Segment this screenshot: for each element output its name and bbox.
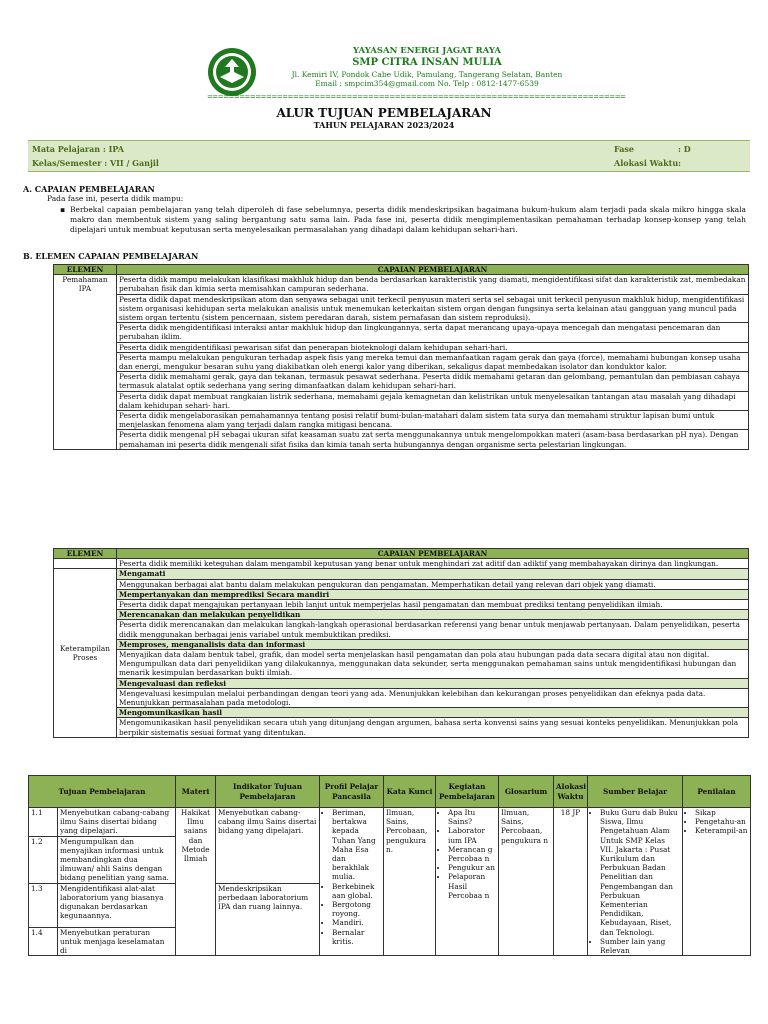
section-a-bullet: Berbekal capaian pembelajaran yang telah diperoleh di fase sebelumnya, peserta didik mendeskripsikan bagaimana hukum-hukum alam terjadi pada skala mikro hingga skala makro dan membentuk sistem yang saling bergantung satu sama lain. Pada fase ini, peserta didik mengimplementasikan pemahaman terhadap konsep-konsep yang telah dipelajari untuk membuat keputusan serta menyelesaikan permasalahan yang dihadapi dalam kehidupan sehari-hari.: [70, 205, 746, 234]
cp-row: Peserta didik mampu melakukan klasifikasi makhluk hidup dan benda berdasarkan karakteristik yang diamati, mengidentifikasi sifat dan karakteristik zat, membedakan perubahan fisik dan kimia serta memisahkan campuran sederhana.: [117, 275, 749, 294]
col-elemen: ELEMEN: [54, 265, 117, 275]
skill-title: Merencanakan dan melakukan penyelidikan: [117, 610, 749, 620]
info-bar: [28, 140, 750, 172]
col-capaian: CAPAIAN PEMBELAJARAN: [117, 265, 749, 275]
skill-text: Mengomunikasikan hasil penyelidikan secara utuh yang ditunjang dengan argumen, bahasa serta konvensi sains yang sesuai konteks penyelidikan. Menunjukkan pola berpikir sistematis sesuai format yang ditentukan.: [117, 718, 749, 737]
cp-row: Peserta mampu melakukan pengukuran terhadap aspek fisis yang mereka temui dan memanfaatkan ragam gerak dan gaya (force), memahami hubungan konsep usaha dan energi, mengukur besaran suhu yang diakibatkan oleh energi kalor yang diberikan, sekaligus dapat membedakan isolator dan konduktor kalor.: [117, 352, 749, 371]
list-item: • Pengetahu-an: [695, 817, 748, 826]
page-title: ALUR TUJUAN PEMBELAJARAN: [276, 106, 492, 120]
elemen-table-1: [53, 264, 749, 450]
kata-kunci-cell: Ilmuan, Sains, Percobaan, pengukura n.: [384, 808, 436, 956]
skill-title: Mempertanyakan dan memprediksi Secara mandiri: [117, 589, 749, 599]
letterhead-separator: ==============================================================================: [207, 93, 626, 101]
cp-row: Peserta didik dapat membuat rangkaian listrik sederhana, memahami gejala kemagnetan dan kelistrikan untuk menyelesaikan tantangan atau masalah yang dihadapi dalam kehidupan sehari- hari.: [117, 391, 749, 410]
col-kata-kunci: Kata Kunci: [384, 776, 436, 808]
table-row: [54, 372, 749, 391]
indikator-cell: Menyebutkan cabang-cabang ilmu Sains disertai bidang yang dipelajari.: [216, 808, 320, 884]
table-row: [54, 610, 749, 620]
table-row: [54, 323, 749, 342]
foundation-name: YAYASAN ENERGI JAGAT RAYA: [353, 46, 501, 56]
school-logo-icon: [207, 47, 257, 97]
table-header-row: [54, 549, 749, 559]
phase-label: Fase: [614, 144, 635, 154]
table-row: [54, 579, 749, 589]
list-item: • Pengukur an: [448, 863, 496, 872]
col-penilaian: Penilaian: [683, 776, 751, 808]
table-row: [54, 411, 749, 430]
col-materi: Materi: [176, 776, 216, 808]
col-sumber: Sumber Belajar: [588, 776, 683, 808]
table-row: [54, 559, 749, 569]
element-pemahaman-ipa: Pemahaman IPA: [54, 275, 117, 450]
empty-cell: [54, 559, 117, 569]
list-item: • Pelaporan Hasil Percobaa n: [448, 872, 496, 900]
element-keterampilan-proses: Keterampilan Proses: [54, 569, 117, 737]
table-row: [54, 650, 749, 679]
school-address: Jl. Kemiri IV, Pondok Cabe Udik, Pamulang, Tangerang Selatan, Banten: [291, 70, 563, 79]
tp-text: Mengumpulkan dan menyajikan informasi untuk membandingkan dua ilmuwan/ ahli Sains dengan bidang penelitian yang sama.: [58, 836, 176, 883]
school-contact: Email : smpcim354@gmail.com No. Telp : 0812-1477-6539: [315, 79, 539, 88]
tp-text: Menyebutkan cabang-cabang ilmu Sains disertai bidang yang dipelajari.: [58, 808, 176, 837]
section-a-heading: A. CAPAIAN PEMBELAJARAN: [23, 184, 155, 194]
table-row: [54, 430, 749, 449]
atp-table: [28, 775, 751, 956]
col-kegiatan: Kegiatan Pembelajaran: [436, 776, 499, 808]
cp-row: Peserta didik memahami gerak, gaya dan tekanan, termasuk pesawat sederhana. Peserta didik memahami getaran dan gelombang, pemantulan dan pembiasan cahaya termasuk alatalat optik sederhana yang sering dimanfaatkan dalam kehidupan sehari-hari.: [117, 372, 749, 391]
skill-text: Mengevaluasi kesimpulan melalui perbandingan dengan teori yang ada. Menunjukkan kelebihan dan kekurangan proses penyelidikan dan efeknya pada data. Menunjukkan permasalahan pada metodologi.: [117, 688, 749, 707]
glosarium-cell: Ilmuan, Sains, Percobaan, pengukura n: [499, 808, 554, 956]
list-item: • Keterampil-an: [695, 826, 748, 835]
school-name: SMP CITRA INSAN MULIA: [352, 57, 502, 68]
list-item: • Buku Guru dab Buku Siswa, Ilmu Pengetahuan Alam Untuk SMP Kelas VII. Jakarta : Pusat Kurikulum dan Perbukuan Badan Penelitian dan Pengembangan dan Perbukuan Kementerian Pendidikan, Kebudayaan, Riset, dan Teknologi.: [600, 808, 680, 937]
class-label: Kelas/Semester : VII / Ganjil: [32, 158, 159, 168]
table-row: [54, 342, 749, 352]
table-row: [54, 688, 749, 707]
table-row: [54, 708, 749, 718]
skill-title: Memproses, menganalisis data dan informasi: [117, 639, 749, 649]
table-row: [29, 808, 751, 837]
indikator-cell: Mendeskripsikan perbedaan laboratorium IPA dan ruang lainnya.: [216, 883, 320, 956]
list-item: • Merancan g Percobaa n: [448, 845, 496, 863]
table-row: [54, 718, 749, 737]
table-row: [54, 639, 749, 649]
penilaian-cell: [683, 808, 751, 956]
skill-title: Mengevaluasi dan refleksi: [117, 678, 749, 688]
alokasi-cell: 18 JP: [554, 808, 588, 956]
bullet-icon: ▪: [60, 205, 66, 214]
list-item: • Apa Itu Sains?: [448, 808, 496, 826]
col-tujuan: Tujuan Pembelajaran: [29, 776, 176, 808]
col-alokasi: Alokasi Waktu: [554, 776, 588, 808]
tp-number: 1.3: [29, 883, 58, 927]
col-glosarium: Glosarium: [499, 776, 554, 808]
cp-row: Peserta didik mengelaborasikan pemahamannya tentang posisi relatif bumi-bulan-matahari dalam sistem tata surya dan memahami struktur lapisan bumi untuk menjelaskan fenomena alam yang terjadi dalam rangka mitigasi bencana.: [117, 411, 749, 430]
table-header-row: [29, 776, 751, 808]
time-label: Alokasi Waktu: [614, 158, 679, 168]
table-header-row: [54, 265, 749, 275]
table-row: [54, 589, 749, 599]
tp-number: 1.4: [29, 927, 58, 956]
table-row: [54, 620, 749, 639]
skill-title: Mengamati: [117, 569, 749, 579]
list-item: • Sumber lain yang Relevan: [600, 937, 680, 955]
skill-text: Menyajikan data dalam bentuk tabel, grafik, dan model serta menjelaskan hasil pengamatan dan pola atau hubungan pada data secara digital atau non digital. Mengumpulkan data dari penyelidikan yang dilakukannya, menggunakan data sekunder, serta menggunakan pemahaman sains untuk mengidentifikasi hubungan dan menarik kesimpulan berdasarkan bukti ilmiah.: [117, 650, 749, 679]
tp-number: 1.2: [29, 836, 58, 883]
col-capaian: CAPAIAN PEMBELAJARAN: [117, 549, 749, 559]
profil-cell: [320, 808, 384, 956]
skill-text: Peserta didik dapat mengajukan pertanyaan lebih lanjut untuk memperjelas hasil pengamatan dan membuat prediksi tentang penyelidikan ilmiah.: [117, 600, 749, 610]
cp-row: Peserta didik memiliki keteguhan dalam mengambil keputusan yang benar untuk menghindari zat aditif dan adiktif yang membahayakan dirinya dan lingkungan.: [117, 559, 749, 569]
section-a-intro: Pada fase ini, peserta didik mampu:: [47, 194, 184, 203]
table-row: [54, 294, 749, 323]
table-row: [54, 600, 749, 610]
list-item: • Bernalar kritis.: [332, 928, 381, 946]
table-row: [54, 391, 749, 410]
kegiatan-cell: [436, 808, 499, 956]
list-item: • Berkebinek aan global.: [332, 882, 381, 900]
table-row: [54, 275, 749, 294]
list-item: • Mandiri.: [332, 918, 381, 927]
sumber-cell: [588, 808, 683, 956]
cp-row: Peserta didik mengenal pH sebagai ukuran sifat keasaman suatu zat serta menggunakannya untuk mengelompokkan materi (asam-basa berdasarkan pH nya). Dengan pemahaman ini peserta didik mengenali sifat fisika dan kimia tanah serta hubungannya dengan organisme serta pelestarian lingkungan.: [117, 430, 749, 449]
tp-number: 1.1: [29, 808, 58, 837]
skill-text: Peserta didik merencanakan dan melakukan langkah-langkah operasional berdasarkan referensi yang benar untuk menjawab pertanyaan. Dalam penyelidikan, peserta didik menggunakan berbagai jenis variabel untuk membuktikan prediksi.: [117, 620, 749, 639]
skill-title: Mengomunikasikan hasil: [117, 708, 749, 718]
col-indikator: Indikator Tujuan Pembelajaran: [216, 776, 320, 808]
materi-cell: Hakikat Ilmu saians dan Metode Ilmiah: [176, 808, 216, 956]
elemen-table-2: [53, 548, 749, 738]
section-b-heading: B. ELEMEN CAPAIAN PEMBELAJARAN: [23, 251, 199, 261]
cp-row: Peserta didik dapat mendeskripsikan atom dan senyawa sebagai unit terkecil penyusun materi serta sel sebagai unit terkecil penyusun makhluk hidup, mengidentifikasi sistem organisasi kehidupan serta melakukan analisis untuk menemukan keterkaitan sistem organ dengan fungsinya serta kelainan atau gangguan yang muncul pada sistem organ tertentu (sistem pencernaan, sistem peredaran darah, sistem pernafasan dan sistem reproduksi).: [117, 294, 749, 323]
col-elemen: ELEMEN: [54, 549, 117, 559]
time-value: :: [678, 158, 681, 168]
tp-text: Mengidentifikasi alat-alat laboratorium yang biasanya digunakan berdasarkan kegunaannya.: [58, 883, 176, 927]
letterhead: [262, 46, 592, 88]
subject-label: Mata Pelajaran : IPA: [32, 144, 125, 154]
list-item: • Sikap: [695, 808, 748, 817]
list-item: • Bergotong royong.: [332, 900, 381, 918]
skill-text: Menggunakan berbagai alat bantu dalam melakukan pengukuran dan pengamatan. Memperhatikan detail yang relevan dari objek yang diamati.: [117, 579, 749, 589]
page-subtitle: TAHUN PELAJARAN 2023/2024: [313, 120, 455, 130]
cp-row: Peserta didik mengidentifikasi pewarisan sifat dan penerapan bioteknologi dalam kehidupan sehari-hari.: [117, 342, 749, 352]
list-item: • Beriman, bertakwa kepada Tuhan Yang Maha Esa dan berakhlak mulia.: [332, 808, 381, 882]
table-row: [54, 352, 749, 371]
table-row: [54, 569, 749, 579]
col-profil: Profil Pelajar Pancasila: [320, 776, 384, 808]
phase-value: : D: [678, 144, 691, 154]
tp-text: Menyebutkan peraturan untuk menjaga keselamatan di: [58, 927, 176, 956]
list-item: • Laborator ium IPA: [448, 826, 496, 844]
table-row: [54, 678, 749, 688]
cp-row: Peserta didik mengidentifikasi interaksi antar makhluk hidup dan lingkungannya, serta dapat merancang upaya-upaya mencegah dan mengatasi pencemaran dan perubahan iklim.: [117, 323, 749, 342]
